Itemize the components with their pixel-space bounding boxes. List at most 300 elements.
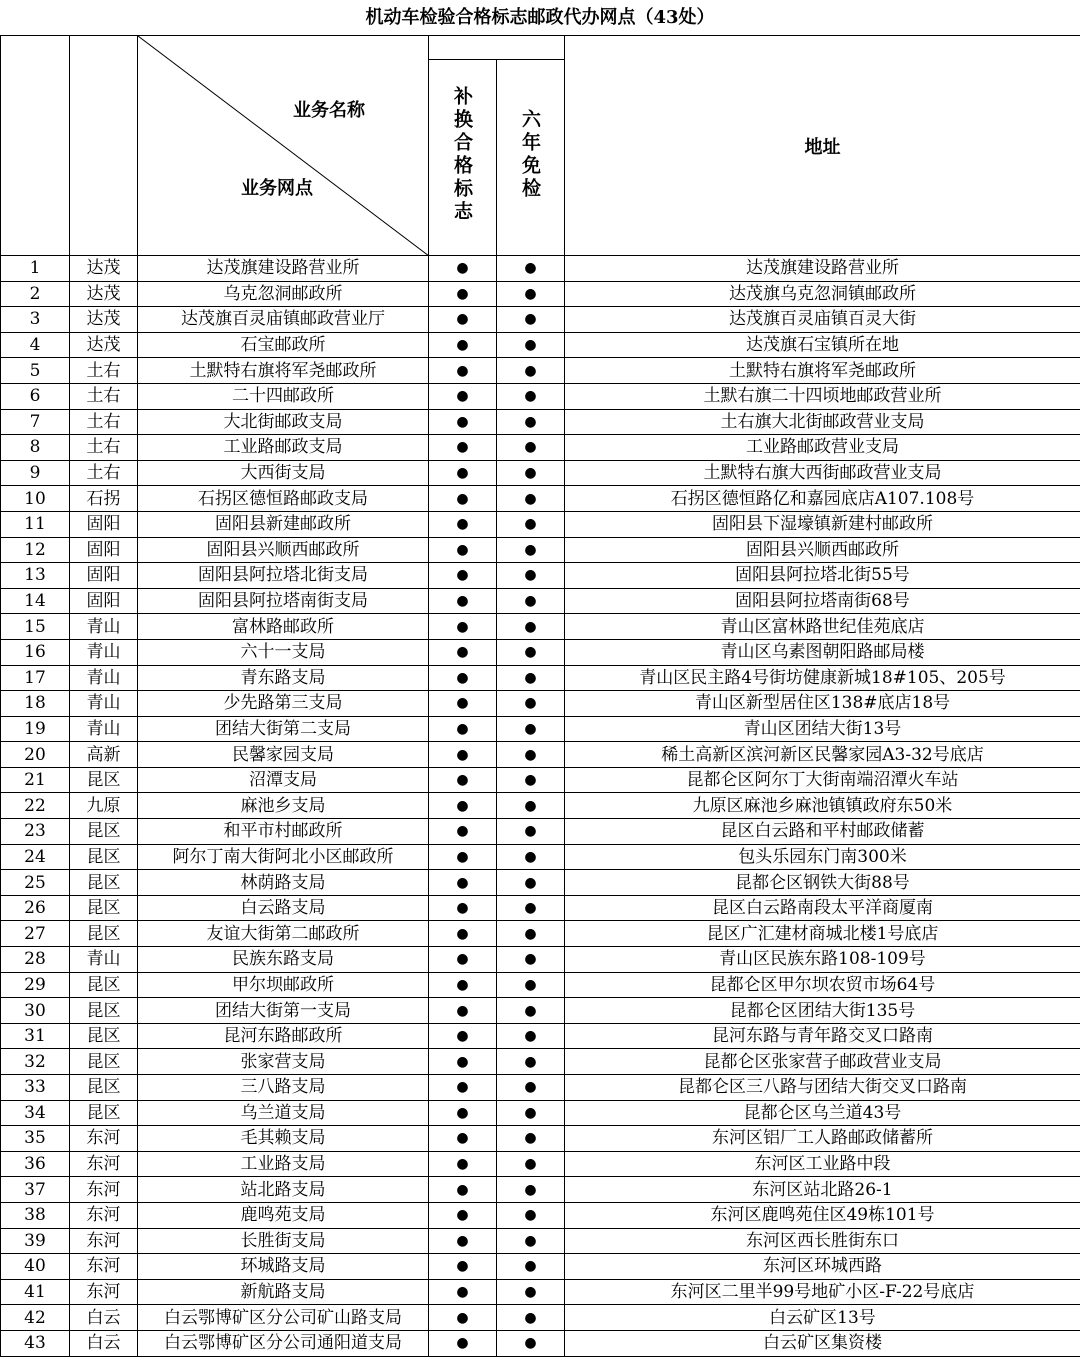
table-row (1, 819, 1080, 845)
row-service-point: 林荫路支局 (138, 870, 429, 896)
row-replace-sign-mark: ● (429, 1330, 497, 1356)
row-service-point: 环城路支局 (138, 1254, 429, 1280)
row-replace-sign-mark: ● (429, 1228, 497, 1254)
header-no (1, 36, 70, 256)
row-six-year-mark: ● (497, 921, 565, 947)
row-area: 土右 (70, 460, 138, 486)
row-service-point: 富林路邮政所 (138, 614, 429, 640)
row-area: 达茂 (70, 332, 138, 358)
row-service-point: 沼潭支局 (138, 767, 429, 793)
row-number: 38 (1, 1202, 70, 1228)
row-service-point: 站北路支局 (138, 1177, 429, 1203)
header-services-group (429, 36, 565, 60)
table-row (1, 1126, 1080, 1152)
row-six-year-mark: ● (497, 511, 565, 537)
row-area: 昆区 (70, 819, 138, 845)
row-replace-sign-mark: ● (429, 511, 497, 537)
row-replace-sign-mark: ● (429, 870, 497, 896)
row-address: 青山区新型居住区138#底店18号 (565, 691, 1080, 717)
row-replace-sign-mark: ● (429, 1279, 497, 1305)
row-service-point: 鹿鸣苑支局 (138, 1202, 429, 1228)
table-row (1, 614, 1080, 640)
row-area: 达茂 (70, 256, 138, 282)
row-address: 土默右旗二十四顷地邮政营业所 (565, 383, 1080, 409)
header-six-year: 六年免检 (497, 60, 565, 256)
row-area: 昆区 (70, 921, 138, 947)
row-six-year-mark: ● (497, 563, 565, 589)
row-six-year-mark: ● (497, 844, 565, 870)
row-address: 固阳县兴顺西邮政所 (565, 537, 1080, 563)
row-area: 东河 (70, 1228, 138, 1254)
row-address: 东河区西长胜街东口 (565, 1228, 1080, 1254)
row-six-year-mark: ● (497, 716, 565, 742)
row-number: 20 (1, 742, 70, 768)
row-six-year-mark: ● (497, 665, 565, 691)
row-number: 5 (1, 358, 70, 384)
row-replace-sign-mark: ● (429, 1049, 497, 1075)
table-row (1, 332, 1080, 358)
table-row (1, 1049, 1080, 1075)
row-service-point: 土默特右旗将军尧邮政所 (138, 358, 429, 384)
row-service-point: 达茂旗建设路营业所 (138, 256, 429, 282)
row-replace-sign-mark: ● (429, 358, 497, 384)
table-row (1, 1177, 1080, 1203)
row-area: 九原 (70, 793, 138, 819)
row-replace-sign-mark: ● (429, 819, 497, 845)
row-number: 42 (1, 1305, 70, 1331)
row-address: 土右旗大北街邮政营业支局 (565, 409, 1080, 435)
row-replace-sign-mark: ● (429, 921, 497, 947)
row-number: 2 (1, 281, 70, 307)
table-row (1, 1305, 1080, 1331)
row-six-year-mark: ● (497, 588, 565, 614)
table-row (1, 767, 1080, 793)
row-service-point: 六十一支局 (138, 639, 429, 665)
row-area: 东河 (70, 1279, 138, 1305)
row-service-point: 三八路支局 (138, 1075, 429, 1101)
row-service-point: 白云鄂博矿区分公司矿山路支局 (138, 1305, 429, 1331)
table-row (1, 895, 1080, 921)
row-area: 东河 (70, 1151, 138, 1177)
row-area: 昆区 (70, 767, 138, 793)
row-area: 昆区 (70, 998, 138, 1024)
row-replace-sign-mark: ● (429, 1100, 497, 1126)
table-row (1, 691, 1080, 717)
row-area: 固阳 (70, 537, 138, 563)
row-number: 9 (1, 460, 70, 486)
row-replace-sign-mark: ● (429, 639, 497, 665)
row-six-year-mark: ● (497, 614, 565, 640)
row-address: 白云矿区13号 (565, 1305, 1080, 1331)
header-replace-sign: 补换合格标志 (429, 60, 497, 256)
table-row (1, 1330, 1080, 1356)
row-number: 4 (1, 332, 70, 358)
row-address: 包头乐园东门南300米 (565, 844, 1080, 870)
row-six-year-mark: ● (497, 1305, 565, 1331)
table-row (1, 742, 1080, 768)
table-row (1, 972, 1080, 998)
table-row (1, 1202, 1080, 1228)
header-business-point: 业务网点 (241, 178, 313, 199)
row-replace-sign-mark: ● (429, 947, 497, 973)
row-address: 固阳县阿拉塔南街68号 (565, 588, 1080, 614)
row-address: 青山区团结大街13号 (565, 716, 1080, 742)
row-area: 固阳 (70, 511, 138, 537)
row-number: 19 (1, 716, 70, 742)
row-address: 达茂旗石宝镇所在地 (565, 332, 1080, 358)
row-six-year-mark: ● (497, 793, 565, 819)
row-six-year-mark: ● (497, 460, 565, 486)
header-business-name: 业务名称 (293, 100, 365, 121)
row-area: 达茂 (70, 307, 138, 333)
row-six-year-mark: ● (497, 972, 565, 998)
row-replace-sign-mark: ● (429, 307, 497, 333)
row-replace-sign-mark: ● (429, 844, 497, 870)
table-row (1, 639, 1080, 665)
row-address: 稀土高新区滨河新区民馨家园A3-32号底店 (565, 742, 1080, 768)
row-replace-sign-mark: ● (429, 281, 497, 307)
row-six-year-mark: ● (497, 256, 565, 282)
row-six-year-mark: ● (497, 947, 565, 973)
row-number: 18 (1, 691, 70, 717)
row-service-point: 石宝邮政所 (138, 332, 429, 358)
row-area: 昆区 (70, 972, 138, 998)
row-service-point: 昆河东路邮政所 (138, 1023, 429, 1049)
row-six-year-mark: ● (497, 1228, 565, 1254)
row-number: 23 (1, 819, 70, 845)
row-six-year-mark: ● (497, 1126, 565, 1152)
table-row (1, 1075, 1080, 1101)
row-six-year-mark: ● (497, 383, 565, 409)
table-row (1, 1279, 1080, 1305)
row-address: 昆都仑区钢铁大街88号 (565, 870, 1080, 896)
row-replace-sign-mark: ● (429, 1254, 497, 1280)
row-replace-sign-mark: ● (429, 1126, 497, 1152)
row-six-year-mark: ● (497, 691, 565, 717)
table-row (1, 998, 1080, 1024)
row-service-point: 团结大街第一支局 (138, 998, 429, 1024)
row-number: 24 (1, 844, 70, 870)
row-area: 昆区 (70, 844, 138, 870)
row-six-year-mark: ● (497, 537, 565, 563)
row-number: 12 (1, 537, 70, 563)
row-area: 昆区 (70, 895, 138, 921)
row-address: 青山区富林路世纪佳苑底店 (565, 614, 1080, 640)
row-service-point: 石拐区德恒路邮政支局 (138, 486, 429, 512)
row-number: 37 (1, 1177, 70, 1203)
row-six-year-mark: ● (497, 1254, 565, 1280)
row-area: 青山 (70, 614, 138, 640)
row-number: 41 (1, 1279, 70, 1305)
row-replace-sign-mark: ● (429, 383, 497, 409)
row-replace-sign-mark: ● (429, 1023, 497, 1049)
row-service-point: 大西街支局 (138, 460, 429, 486)
table-row (1, 844, 1080, 870)
row-number: 36 (1, 1151, 70, 1177)
row-service-point: 乌克忽洞邮政所 (138, 281, 429, 307)
row-area: 青山 (70, 947, 138, 973)
row-number: 6 (1, 383, 70, 409)
row-number: 22 (1, 793, 70, 819)
row-service-point: 新航路支局 (138, 1279, 429, 1305)
row-area: 高新 (70, 742, 138, 768)
row-six-year-mark: ● (497, 486, 565, 512)
table-row (1, 563, 1080, 589)
row-service-point: 青东路支局 (138, 665, 429, 691)
row-six-year-mark: ● (497, 281, 565, 307)
row-service-point: 和平市村邮政所 (138, 819, 429, 845)
row-six-year-mark: ● (497, 1049, 565, 1075)
row-replace-sign-mark: ● (429, 460, 497, 486)
row-service-point: 工业路邮政支局 (138, 435, 429, 461)
row-service-point: 二十四邮政所 (138, 383, 429, 409)
row-six-year-mark: ● (497, 1151, 565, 1177)
row-address: 达茂旗百灵庙镇百灵大街 (565, 307, 1080, 333)
row-area: 东河 (70, 1202, 138, 1228)
row-service-point: 白云鄂博矿区分公司通阳道支局 (138, 1330, 429, 1356)
row-number: 26 (1, 895, 70, 921)
row-number: 27 (1, 921, 70, 947)
row-area: 昆区 (70, 1023, 138, 1049)
row-six-year-mark: ● (497, 1023, 565, 1049)
row-number: 8 (1, 435, 70, 461)
row-number: 29 (1, 972, 70, 998)
row-replace-sign-mark: ● (429, 1075, 497, 1101)
table-row (1, 588, 1080, 614)
row-area: 昆区 (70, 870, 138, 896)
row-replace-sign-mark: ● (429, 793, 497, 819)
row-address: 工业路邮政营业支局 (565, 435, 1080, 461)
row-replace-sign-mark: ● (429, 588, 497, 614)
row-area: 固阳 (70, 588, 138, 614)
row-address: 石拐区德恒路亿和嘉园底店A107.108号 (565, 486, 1080, 512)
row-address: 青山区民主路4号街坊健康新城18#105、205号 (565, 665, 1080, 691)
row-replace-sign-mark: ● (429, 332, 497, 358)
row-service-point: 乌兰道支局 (138, 1100, 429, 1126)
table-row (1, 383, 1080, 409)
row-address: 固阳县阿拉塔北街55号 (565, 563, 1080, 589)
row-number: 10 (1, 486, 70, 512)
row-address: 东河区环城西路 (565, 1254, 1080, 1280)
row-address: 青山区乌素图朝阳路邮局楼 (565, 639, 1080, 665)
row-six-year-mark: ● (497, 998, 565, 1024)
row-six-year-mark: ● (497, 332, 565, 358)
table-row (1, 793, 1080, 819)
table-row (1, 665, 1080, 691)
row-address: 昆区白云路南段太平洋商厦南 (565, 895, 1080, 921)
row-number: 34 (1, 1100, 70, 1126)
row-service-point: 民族东路支局 (138, 947, 429, 973)
row-address: 东河区站北路26-1 (565, 1177, 1080, 1203)
table-row (1, 537, 1080, 563)
row-number: 28 (1, 947, 70, 973)
row-area: 昆区 (70, 1100, 138, 1126)
row-area: 昆区 (70, 1075, 138, 1101)
table-row (1, 358, 1080, 384)
table-row (1, 409, 1080, 435)
row-service-point: 固阳县阿拉塔南街支局 (138, 588, 429, 614)
row-six-year-mark: ● (497, 409, 565, 435)
table-row (1, 1151, 1080, 1177)
table-row (1, 870, 1080, 896)
row-area: 土右 (70, 383, 138, 409)
table-row (1, 511, 1080, 537)
row-replace-sign-mark: ● (429, 1202, 497, 1228)
row-service-point: 固阳县新建邮政所 (138, 511, 429, 537)
row-replace-sign-mark: ● (429, 665, 497, 691)
row-six-year-mark: ● (497, 870, 565, 896)
row-number: 21 (1, 767, 70, 793)
row-number: 33 (1, 1075, 70, 1101)
row-area: 青山 (70, 665, 138, 691)
row-service-point: 民馨家园支局 (138, 742, 429, 768)
table-row (1, 1023, 1080, 1049)
row-number: 40 (1, 1254, 70, 1280)
row-six-year-mark: ● (497, 1177, 565, 1203)
row-address: 固阳县下湿壕镇新建村邮政所 (565, 511, 1080, 537)
row-six-year-mark: ● (497, 742, 565, 768)
row-area: 青山 (70, 716, 138, 742)
header-diagonal-cell (138, 36, 429, 256)
table-row (1, 716, 1080, 742)
row-area: 东河 (70, 1177, 138, 1203)
row-address: 土默特右旗将军尧邮政所 (565, 358, 1080, 384)
row-address: 昆都仑区甲尔坝农贸市场64号 (565, 972, 1080, 998)
row-service-point: 大北街邮政支局 (138, 409, 429, 435)
row-six-year-mark: ● (497, 767, 565, 793)
row-replace-sign-mark: ● (429, 716, 497, 742)
row-number: 35 (1, 1126, 70, 1152)
row-service-point: 工业路支局 (138, 1151, 429, 1177)
row-number: 7 (1, 409, 70, 435)
table-row (1, 307, 1080, 333)
table-row (1, 1254, 1080, 1280)
row-six-year-mark: ● (497, 819, 565, 845)
row-six-year-mark: ● (497, 895, 565, 921)
table-row (1, 947, 1080, 973)
row-service-point: 张家营支局 (138, 1049, 429, 1075)
table-row (1, 921, 1080, 947)
row-service-point: 麻池乡支局 (138, 793, 429, 819)
row-address: 土默特右旗大西街邮政营业支局 (565, 460, 1080, 486)
row-replace-sign-mark: ● (429, 998, 497, 1024)
row-replace-sign-mark: ● (429, 614, 497, 640)
table-row (1, 486, 1080, 512)
row-area: 青山 (70, 691, 138, 717)
row-area: 东河 (70, 1254, 138, 1280)
row-six-year-mark: ● (497, 639, 565, 665)
table-row (1, 460, 1080, 486)
row-area: 白云 (70, 1330, 138, 1356)
row-address: 昆区广汇建材商城北楼1号底店 (565, 921, 1080, 947)
row-replace-sign-mark: ● (429, 256, 497, 282)
row-area: 固阳 (70, 563, 138, 589)
row-address: 东河区铝厂工人路邮政储蓄所 (565, 1126, 1080, 1152)
row-six-year-mark: ● (497, 1330, 565, 1356)
row-six-year-mark: ● (497, 1202, 565, 1228)
row-replace-sign-mark: ● (429, 563, 497, 589)
row-address: 昆都仑区团结大街135号 (565, 998, 1080, 1024)
row-number: 39 (1, 1228, 70, 1254)
row-area: 土右 (70, 358, 138, 384)
row-replace-sign-mark: ● (429, 972, 497, 998)
row-service-point: 友谊大街第二邮政所 (138, 921, 429, 947)
row-address: 东河区鹿鸣苑住区49栋101号 (565, 1202, 1080, 1228)
row-address: 东河区二里半99号地矿小区-F-22号底店 (565, 1279, 1080, 1305)
row-number: 17 (1, 665, 70, 691)
row-number: 15 (1, 614, 70, 640)
row-address: 昆都仑区张家营子邮政营业支局 (565, 1049, 1080, 1075)
row-area: 昆区 (70, 1049, 138, 1075)
row-replace-sign-mark: ● (429, 1177, 497, 1203)
row-replace-sign-mark: ● (429, 742, 497, 768)
row-number: 31 (1, 1023, 70, 1049)
row-service-point: 固阳县阿拉塔北街支局 (138, 563, 429, 589)
row-six-year-mark: ● (497, 307, 565, 333)
row-number: 43 (1, 1330, 70, 1356)
row-number: 13 (1, 563, 70, 589)
row-replace-sign-mark: ● (429, 1305, 497, 1331)
row-number: 25 (1, 870, 70, 896)
table-row (1, 1100, 1080, 1126)
row-address: 九原区麻池乡麻池镇镇政府东50米 (565, 793, 1080, 819)
row-address: 东河区工业路中段 (565, 1151, 1080, 1177)
row-address: 昆都仑区阿尔丁大街南端沼潭火车站 (565, 767, 1080, 793)
row-number: 11 (1, 511, 70, 537)
row-address: 达茂旗建设路营业所 (565, 256, 1080, 282)
row-replace-sign-mark: ● (429, 895, 497, 921)
row-six-year-mark: ● (497, 435, 565, 461)
diagonal-line (138, 36, 429, 256)
row-address: 青山区民族东路108-109号 (565, 947, 1080, 973)
row-replace-sign-mark: ● (429, 435, 497, 461)
row-replace-sign-mark: ● (429, 1151, 497, 1177)
row-service-point: 长胜街支局 (138, 1228, 429, 1254)
row-address: 白云矿区集资楼 (565, 1330, 1080, 1356)
row-area: 白云 (70, 1305, 138, 1331)
row-service-point: 团结大街第二支局 (138, 716, 429, 742)
row-number: 32 (1, 1049, 70, 1075)
row-replace-sign-mark: ● (429, 691, 497, 717)
table-row (1, 281, 1080, 307)
row-service-point: 少先路第三支局 (138, 691, 429, 717)
service-points-table (0, 35, 1080, 1357)
page-title: 机动车检验合格标志邮政代办网点（43处） (0, 0, 1080, 36)
header-address: 地址 (565, 36, 1080, 256)
row-number: 16 (1, 639, 70, 665)
row-address: 昆区白云路和平村邮政储蓄 (565, 819, 1080, 845)
row-service-point: 固阳县兴顺西邮政所 (138, 537, 429, 563)
table-row (1, 256, 1080, 282)
row-area: 青山 (70, 639, 138, 665)
row-address: 达茂旗乌克忽洞镇邮政所 (565, 281, 1080, 307)
row-area: 东河 (70, 1126, 138, 1152)
row-six-year-mark: ● (497, 1075, 565, 1101)
row-replace-sign-mark: ● (429, 486, 497, 512)
row-service-point: 白云路支局 (138, 895, 429, 921)
table-row (1, 1228, 1080, 1254)
row-service-point: 毛其赖支局 (138, 1126, 429, 1152)
row-number: 30 (1, 998, 70, 1024)
row-replace-sign-mark: ● (429, 537, 497, 563)
row-area: 石拐 (70, 486, 138, 512)
row-address: 昆都仑区三八路与团结大街交叉口路南 (565, 1075, 1080, 1101)
row-address: 昆都仑区乌兰道43号 (565, 1100, 1080, 1126)
row-service-point: 达茂旗百灵庙镇邮政营业厅 (138, 307, 429, 333)
row-number: 3 (1, 307, 70, 333)
row-service-point: 阿尔丁南大街阿北小区邮政所 (138, 844, 429, 870)
row-replace-sign-mark: ● (429, 767, 497, 793)
